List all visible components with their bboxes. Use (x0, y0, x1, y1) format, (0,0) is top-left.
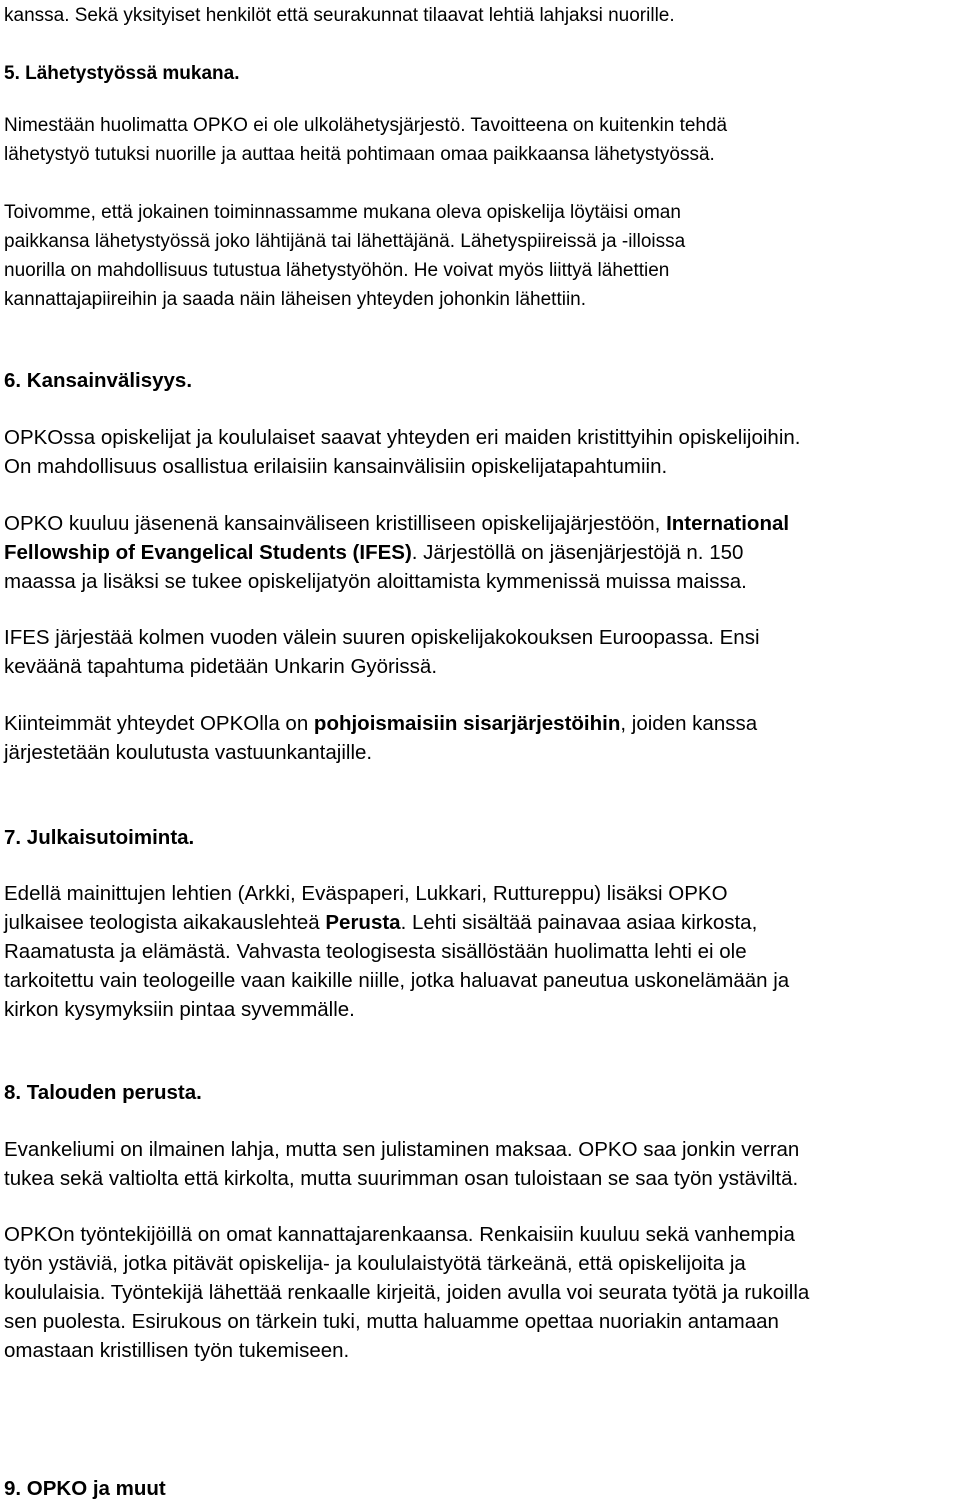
text-line: lähetystyö tutuksi nuorille ja auttaa heitä pohtimaan omaa paikkaansa lähetystyössä. (4, 144, 715, 165)
text-line: Raamatusta ja elämästä. Vahvasta teologisesta sisällöstään huolimatta lehti ei ole (4, 940, 747, 963)
text-line: järjestetään koulutusta vastuunkantajille. (4, 741, 373, 764)
text-line: On mahdollisuus osallistua erilaisiin kansainvälisiin opiskelijatapahtumiin. (4, 455, 668, 478)
text-line: työn ystäviä, jotka pitävät opiskelija- ja koululaistyötä tärkeänä, että opiskelijoita ja (4, 1252, 746, 1275)
text-line: tukea sekä valtiolta että kirkolta, mutta suurimman osan tuloistaan se saa työn ystäviltä. (4, 1167, 799, 1190)
text-line: Edellä mainittujen lehtien (Arkki, Eväspaperi, Lukkari, Ruttureppu) lisäksi OPKO (4, 882, 728, 905)
text-run: Kiinteimmät yhteydet OPKOlla on (4, 712, 314, 735)
section-6-heading: 6. Kansainvälisyys. (4, 369, 193, 392)
intro-paragraph (4, 1, 956, 30)
bold-phrase: pohjoismaisiin sisarjärjestöihin (313, 712, 621, 735)
org-name-bold: International (666, 512, 790, 535)
intro-line: kanssa. Sekä yksityiset henkilöt että seurakunnat tilaavat lehtiä lahjaksi nuorille. (4, 5, 675, 26)
section-6-paragraph-3 (4, 623, 956, 681)
section-8-paragraph-2 (4, 1220, 956, 1365)
text-line: koululaisia. Työntekijä lähettää renkaalle kirjeitä, joiden avulla voi seurata työtä ja rukoilla (4, 1281, 810, 1304)
section-7-heading: 7. Julkaisutoiminta. (4, 826, 195, 849)
text-line: kannattajapiireihin ja saada näin läheisen yhteyden johonkin lähettiin. (4, 289, 587, 310)
text-run: . Järjestöllä on jäsenjärjestöjä n. 150 (411, 541, 744, 564)
text-line (4, 908, 956, 937)
section-7-paragraph-1 (4, 879, 956, 1024)
text-line: keväänä tapahtuma pidetään Unkarin Györissä. (4, 655, 438, 678)
section-6-paragraph-4 (4, 709, 956, 767)
text-run: . Lehti sisältää painavaa asiaa kirkosta, (400, 911, 758, 934)
org-name-bold: Fellowship of Evangelical Students (IFES) (4, 541, 412, 564)
text-line: IFES järjestää kolmen vuoden välein suuren opiskelijakokouksen Euroopassa. Ensi (4, 626, 760, 649)
text-line: OPKOn työntekijöillä on omat kannattajarenkaansa. Renkaisiin kuuluu sekä vanhempia (4, 1223, 795, 1246)
text-run: julkaisee teologista aikakauslehteä (4, 911, 326, 934)
text-line (4, 709, 956, 738)
text-line: maassa ja lisäksi se tukee opiskelijatyön aloittamista kymmenissä muissa maissa. (4, 570, 747, 593)
text-line: nuorilla on mahdollisuus tutustua lähetystyöhön. He voivat myös liittyä lähettien (4, 260, 670, 281)
section-5-paragraph-2 (4, 198, 956, 314)
section-5-heading: 5. Lähetystyössä mukana. (4, 63, 240, 84)
section-9-heading: 9. OPKO ja muut (4, 1477, 166, 1500)
section-8-heading: 8. Talouden perusta. (4, 1081, 202, 1104)
text-line: sen puolesta. Esirukous on tärkein tuki, mutta haluamme opettaa nuoriakin antamaan (4, 1310, 779, 1333)
text-line (4, 538, 956, 567)
text-line: paikkansa lähetystyössä joko lähtijänä tai lähettäjänä. Lähetyspiireissä ja -illoissa (4, 231, 686, 252)
text-line: omastaan kristillisen työn tukemiseen. (4, 1339, 350, 1362)
text-run: , joiden kanssa (620, 712, 758, 735)
section-6-paragraph-2 (4, 509, 956, 596)
text-line: Evankeliumi on ilmainen lahja, mutta sen julistaminen maksaa. OPKO saa jonkin verran (4, 1138, 800, 1161)
section-6-paragraph-1 (4, 423, 956, 481)
text-line: Nimestään huolimatta OPKO ei ole ulkolähetysjärjestö. Tavoitteena on kuitenkin tehdä (4, 115, 728, 136)
text-line (4, 509, 956, 538)
text-line: tarkoitettu vain teologeille vaan kaikille niille, jotka haluavat paneutua uskonelämään ja (4, 969, 790, 992)
text-line: kirkon kysymyksiin pintaa syvemmälle. (4, 998, 355, 1021)
section-5-paragraph-1 (4, 111, 956, 169)
text-run: OPKO kuuluu jäsenenä kansainväliseen kristilliseen opiskelijajärjestöön, (4, 512, 667, 535)
journal-name-bold: Perusta (325, 911, 401, 934)
section-8-paragraph-1 (4, 1135, 956, 1193)
text-line: Toivomme, että jokainen toiminnassamme mukana oleva opiskelija löytäisi oman (4, 202, 681, 223)
text-line: OPKOssa opiskelijat ja koululaiset saavat yhteyden eri maiden kristittyihin opiskelijoihin. (4, 426, 801, 449)
